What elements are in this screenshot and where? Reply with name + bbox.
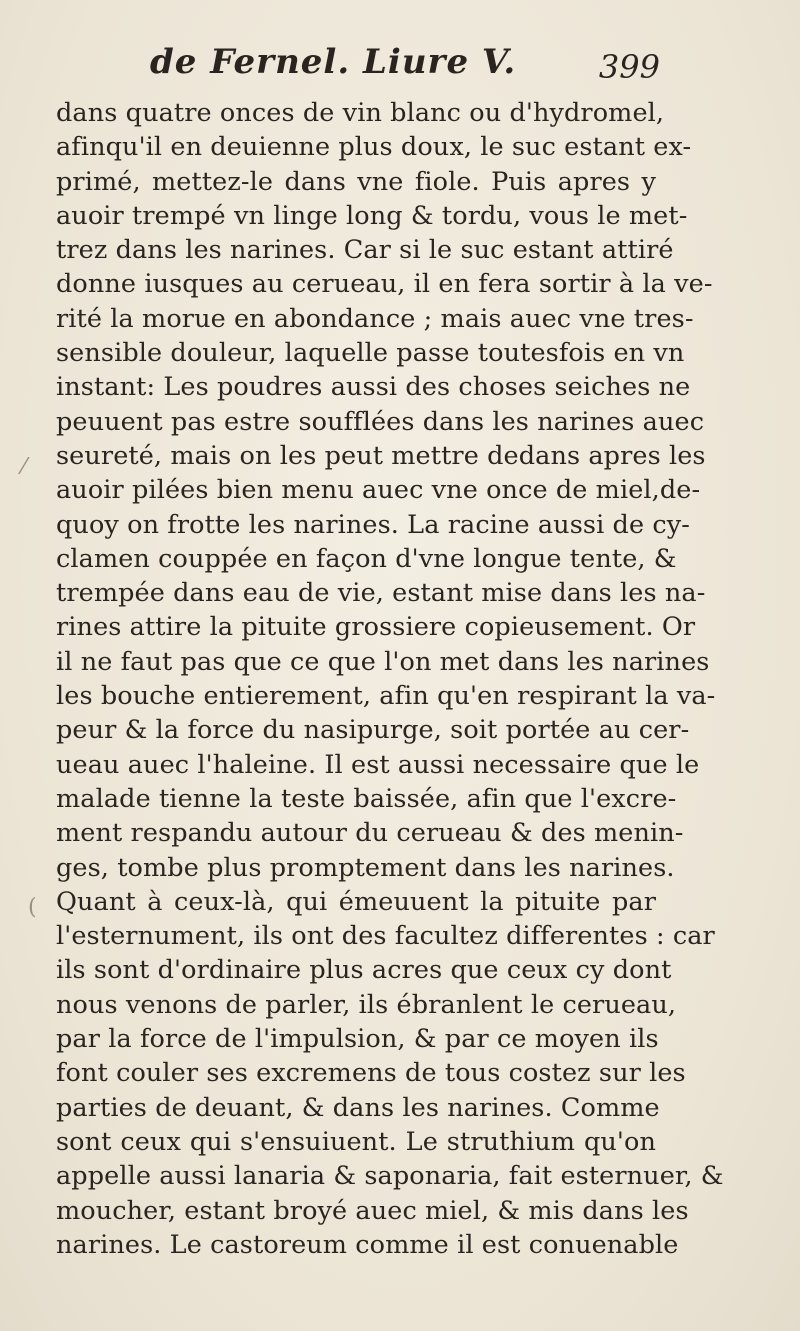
text-line: rines attire la pituite grossiere copieusement. Or [56,612,696,643]
page-header [140,42,660,92]
text-line: il ne faut pas que ce que l'on met dans les narines [56,646,710,677]
text-line: trempée dans eau de vie, estant mise dans les na- [56,578,706,609]
text-line: appelle aussi lanaria & saponaria, fait esternuer, & [56,1161,724,1192]
text-line: malade tienne la teste baissée, afin que l'excre- [56,783,677,814]
text-line: sensible douleur, laquelle passe toutesfois en vn [56,338,685,369]
text-line: moucher, estant broyé auec miel, & mis dans les [56,1195,689,1226]
text-line: auoir pilées bien menu auec vne once de miel,de- [56,475,701,506]
text-line: l'esternument, ils ont des facultez differentes : car [56,921,715,952]
text-line: peur & la force du nasipurge, soit portée au cer- [56,715,690,746]
body-text [56,96,724,1262]
margin-mark: ( [28,895,37,920]
text-line: Quant à ceux-là, qui émeuuent la pituite par [56,886,656,917]
text-line: donne iusques au cerueau, il en fera sortir à la ve- [56,269,713,300]
text-line: quoy on frotte les narines. La racine aussi de cy- [56,509,690,540]
margin-mark: ⁄ [22,455,26,480]
text-line: parties de deuant, & dans les narines. Comme [56,1092,660,1123]
text-line: par la force de l'impulsion, & par ce moyen ils [56,1024,659,1055]
text-line: nous venons de parler, ils ébranlent le cerueau, [56,989,677,1020]
text-line: clamen couppée en façon d'vne longue tente, & [56,543,677,574]
text-line: auoir trempé vn linge long & tordu, vous le met- [56,200,688,231]
text-line: dans quatre onces de vin blanc ou d'hydromel, [56,98,665,128]
text-line: afinqu'il en deuienne plus doux, le suc estant ex- [56,132,692,163]
text-line: narines. Le castoreum comme il est conuenable [56,1229,679,1260]
text-line: ueau auec l'haleine. Il est aussi necessaire que le [56,749,700,780]
text-line: ges, tombe plus promptement dans les narines. [56,852,675,883]
text-line: sont ceux qui s'ensuiuent. Le struthium qu'on [56,1126,656,1157]
text-line: rité la morue en abondance ; mais auec vne tres- [56,303,694,334]
text-line: seureté, mais on les peut mettre dedans apres les [56,440,706,471]
text-line: instant: Les poudres aussi des choses seiches ne [56,372,691,403]
text-line: ment respandu autour du cerueau & des menin- [56,818,684,849]
text-line: peuuent pas estre soufflées dans les narines auec [56,406,705,437]
page-number: 399 [598,48,660,86]
text-line: trez dans les narines. Car si le suc estant attiré [56,235,674,266]
text-line: font couler ses excremens de tous costez sur les [56,1058,686,1089]
text-line: ils sont d'ordinaire plus acres que ceux cy dont [56,955,672,986]
text-line: primé, mettez-le dans vne fiole. Puis apres y [56,166,656,197]
text-line: les bouche entierement, afin qu'en respirant la va- [56,681,716,712]
running-head: de Fernel. Liure V. [150,42,517,82]
